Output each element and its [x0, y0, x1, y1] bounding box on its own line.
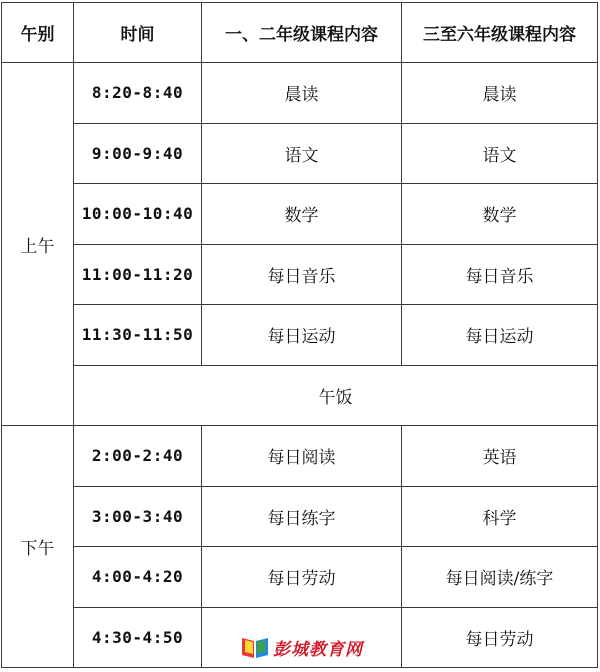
- grade-1-2-cell: 每日运动: [202, 305, 402, 366]
- table-row: [2, 184, 598, 245]
- table-row: [2, 244, 598, 305]
- time-cell: 2:00-2:40: [74, 426, 202, 487]
- table-row: [2, 547, 598, 608]
- header-row: [2, 3, 598, 63]
- grade-1-2-cell: 语文: [202, 123, 402, 184]
- table-row: [2, 305, 598, 366]
- lunch-row: [2, 365, 598, 426]
- schedule-table: [1, 2, 598, 668]
- time-cell: 8:20-8:40: [74, 63, 202, 124]
- grade-3-6-cell: 科学: [402, 486, 598, 547]
- time-cell: 3:00-3:40: [74, 486, 202, 547]
- grade-1-2-cell: 每日阅读: [202, 426, 402, 487]
- grade-3-6-cell: 每日劳动: [402, 607, 598, 668]
- grade-3-6-cell: 英语: [402, 426, 598, 487]
- table-row: [2, 426, 598, 487]
- header-grade-1-2: 一、二年级课程内容: [202, 3, 402, 63]
- grade-3-6-cell: 数学: [402, 184, 598, 245]
- time-cell: 4:00-4:20: [74, 547, 202, 608]
- grade-3-6-cell: 每日运动: [402, 305, 598, 366]
- grade-1-2-cell: 每日音乐: [202, 244, 402, 305]
- grade-3-6-cell: 晨读: [402, 63, 598, 124]
- grade-1-2-cell: 每日劳动: [202, 547, 402, 608]
- header-time: 时间: [74, 3, 202, 63]
- header-grade-3-6: 三至六年级课程内容: [402, 3, 598, 63]
- time-cell: 9:00-9:40: [74, 123, 202, 184]
- watermark: [240, 634, 363, 660]
- grade-3-6-cell: 每日阅读/练字: [402, 547, 598, 608]
- time-cell: 4:30-4:50: [74, 607, 202, 668]
- header-period: 午别: [2, 3, 74, 63]
- grade-3-6-cell: 每日音乐: [402, 244, 598, 305]
- time-cell: 11:00-11:20: [74, 244, 202, 305]
- grade-1-2-cell: 数学: [202, 184, 402, 245]
- grade-1-2-cell: 每日练字: [202, 486, 402, 547]
- period-morning: 上午: [2, 63, 74, 426]
- lunch-cell: 午饭: [74, 365, 598, 426]
- watermark-text: 彭城教育网: [273, 639, 363, 660]
- time-cell: 11:30-11:50: [74, 305, 202, 366]
- table-row: [2, 63, 598, 124]
- time-cell: 10:00-10:40: [74, 184, 202, 245]
- book-logo-icon: [240, 634, 270, 660]
- table-row: [2, 123, 598, 184]
- grade-1-2-cell: 晨读: [202, 63, 402, 124]
- period-afternoon: 下午: [2, 426, 74, 668]
- grade-3-6-cell: 语文: [402, 123, 598, 184]
- table-row: [2, 486, 598, 547]
